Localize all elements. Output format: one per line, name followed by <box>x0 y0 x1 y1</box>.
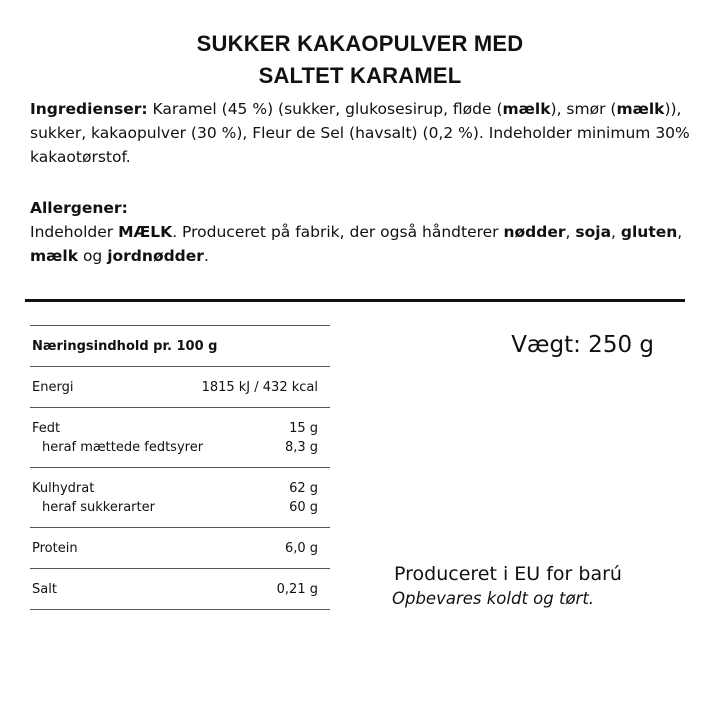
nutrition-value: 8,3 g <box>284 440 318 455</box>
allergens-segment: Indeholder <box>30 223 119 241</box>
net-weight: Vægt: 250 g <box>511 332 654 358</box>
nutrition-group <box>30 468 330 528</box>
allergens-segment: nødder <box>503 223 566 241</box>
ingredients-section <box>30 97 690 169</box>
nutrition-value: 1815 kJ / 432 kcal <box>201 380 318 395</box>
nutrition-row <box>30 419 330 438</box>
nutrition-label: Fedt <box>32 421 61 436</box>
nutrition-group <box>30 367 330 408</box>
section-divider <box>25 299 685 302</box>
ingredients-segment: mælk <box>502 100 551 118</box>
allergens-segment: , <box>677 223 683 241</box>
nutrition-value: 0,21 g <box>276 582 318 597</box>
allergens-segment: jordnødder <box>107 247 204 265</box>
allergens-label: Allergener: <box>30 199 128 217</box>
nutrition-label: Kulhydrat <box>32 481 95 496</box>
nutrition-row <box>30 378 330 397</box>
nutrition-row <box>30 479 330 498</box>
nutrition-label: Energi <box>32 380 74 395</box>
ingredients-segment: Karamel (45 %) (sukker, glukosesirup, fløde ( <box>147 100 503 118</box>
ingredients-segment: )), sukker, kakaopulver (30 %), Fleur de Sel (havsalt) (0,2 %). Indeholder minimum 30% kakaotørstof. <box>30 100 690 166</box>
allergens-segment: , <box>611 223 621 241</box>
nutrition-label: heraf sukkerarter <box>42 500 155 515</box>
nutrition-label: Protein <box>32 541 78 556</box>
product-title <box>0 28 720 92</box>
nutrition-header: Næringsindhold pr. 100 g <box>30 326 330 367</box>
allergens-segment: gluten <box>620 223 678 241</box>
nutrition-value: 60 g <box>289 500 318 515</box>
ingredients-segment: ), smør ( <box>550 100 617 118</box>
allergens-segment: mælk <box>30 247 79 265</box>
producer-info: Produceret i EU for barú <box>394 563 622 585</box>
nutrition-group <box>30 408 330 468</box>
nutrition-body <box>30 367 330 610</box>
allergens-segment: , <box>565 223 576 241</box>
nutrition-value: 6,0 g <box>284 541 318 556</box>
storage-instructions: Opbevares koldt og tørt. <box>392 589 595 608</box>
nutrition-group <box>30 528 330 569</box>
ingredients-segment: mælk <box>616 100 665 118</box>
nutrition-row <box>30 438 330 457</box>
allergens-segment: . Produceret på fabrik, der også håndterer <box>172 223 504 241</box>
nutrition-row <box>30 580 330 599</box>
nutrition-label: Salt <box>32 582 57 597</box>
product-title-line-2: SALTET KARAMEL <box>258 63 462 88</box>
nutrition-row <box>30 539 330 558</box>
nutrition-value: 62 g <box>289 481 318 496</box>
allergens-text <box>30 220 690 268</box>
allergens-segment: MÆLK <box>118 223 173 241</box>
nutrition-value: 15 g <box>289 421 318 436</box>
nutrition-group <box>30 569 330 610</box>
ingredients-label: Ingredienser: <box>30 100 148 118</box>
nutrition-label: heraf mættede fedtsyrer <box>42 440 204 455</box>
product-title-line-1: SUKKER KAKAOPULVER MED <box>196 31 524 56</box>
allergens-segment: . <box>203 247 209 265</box>
allergens-segment: og <box>78 247 108 265</box>
nutrition-table <box>30 325 330 610</box>
nutrition-row <box>30 498 330 517</box>
allergens-segment: soja <box>575 223 612 241</box>
